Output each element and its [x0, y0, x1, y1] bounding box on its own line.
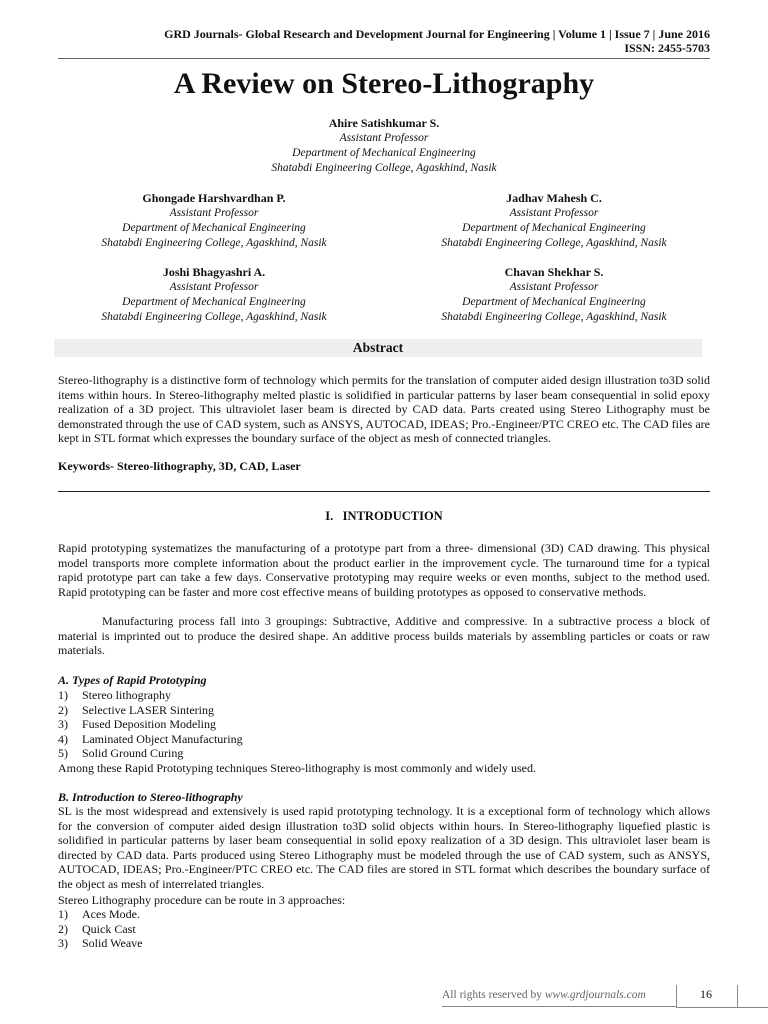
abstract-text: Stereo-lithography is a distinctive form of technology which permits for the translation of computer aided design illustration to3D solid items within hours. In Stereo-lithography melted plastic is solidified in particular patterns by laser beam consequential in solid epoxy realization of a 3D project. This ultraviolet laser beam is directed by CAD data. Parts created using Stereo Lithography must be demonstrated through the use of CAD system, such as ANSYS, AUTOCAD, IDEAS; Pro.-Engineer/PTC CREO etc. The CAD files are kept in STL format which expresses the boundary surface of the object as mesh of connected triangles.	[58, 373, 710, 446]
issn-line: ISSN: 2455-5703	[624, 41, 710, 55]
journal-header-line: GRD Journals- Global Research and Development Journal for Engineering | Volume 1 | Issue 7 | June 2016	[164, 27, 710, 41]
footer-site-link[interactable]: www.grdjournals.com	[544, 989, 646, 1001]
list-item	[58, 688, 710, 703]
list-text: Selective LASER Sintering	[82, 702, 214, 717]
section-heading-introduction	[58, 509, 710, 524]
author-dept: Department of Mechanical Engineering	[462, 296, 646, 308]
section-rule	[58, 491, 710, 492]
author-role: Assistant Professor	[509, 207, 599, 219]
intro-paragraph-2: Manufacturing process fall into 3 groupings: Subtractive, Additive and compressive. In a subtractive process a block of material is imprinted out to produce the desired shape. An additive process builds materials by assembling particles or coats or raw materials.	[58, 614, 710, 658]
sl-intro-paragraph: SL is the most widespread and extensively is used rapid prototyping technology. It is a exceptional form of technology which allows for the conversion of computer aided design illustration to3D solid objects within hours. In Stereo-lithography liquefied plastic is solidified in particular patterns by laser beam consequential in solid epoxy realization of a 3D design. This ultraviolet laser beam is directed by CAD data. Parts produced using Stereo Lithography must be modeled through the use of CAD system, such as ANSYS, AUTOCAD, IDEAS; Pro.-Engineer/PTC CREO etc. The CAD files are stored in STL format which describes the boundary surface of the object as mesh of interrelated triangles.	[58, 804, 710, 891]
list-number: 1)	[58, 907, 68, 921]
author-name: Ghongade Harshvardhan P.	[142, 191, 286, 205]
author-college: Shatabdi Engineering College, Agaskhind, Nasik	[441, 237, 667, 249]
list-text: Solid Ground Curing	[82, 746, 184, 761]
page-footer	[0, 985, 768, 1024]
list-item	[58, 746, 710, 761]
author-dept: Department of Mechanical Engineering	[122, 222, 306, 234]
list-item	[58, 936, 710, 951]
list-number: 3)	[58, 936, 68, 951]
author-block-2	[58, 191, 370, 251]
keywords: Keywords- Stereo-lithography, 3D, CAD, Laser	[58, 459, 301, 473]
list-item	[58, 703, 710, 718]
list-number: 1)	[58, 688, 68, 702]
author-block-3	[398, 191, 710, 251]
list-text: Fused Deposition Modeling	[82, 717, 216, 732]
author-role: Assistant Professor	[339, 132, 429, 144]
author-dept: Department of Mechanical Engineering	[292, 147, 476, 159]
subsection-b-heading: B. Introduction to Stereo-lithography	[58, 790, 243, 804]
footer-rights	[442, 989, 646, 1001]
author-college: Shatabdi Engineering College, Agaskhind, Nasik	[101, 237, 327, 249]
author-name: Jadhav Mahesh C.	[506, 191, 602, 205]
author-college: Shatabdi Engineering College, Agaskhind, Nasik	[441, 311, 667, 323]
section-title-initial: I	[342, 509, 348, 523]
list-item	[58, 717, 710, 732]
page-number: 16	[700, 987, 712, 1001]
author-role: Assistant Professor	[169, 207, 259, 219]
paper-title: A Review on Stereo-Lithography	[173, 67, 595, 100]
list-item	[58, 907, 710, 922]
list-number: 3)	[58, 717, 68, 732]
author-block-5	[398, 265, 710, 325]
author-role: Assistant Professor	[509, 281, 599, 293]
author-block-4	[58, 265, 370, 325]
list-text: Solid Weave	[82, 936, 143, 951]
author-dept: Department of Mechanical Engineering	[462, 222, 646, 234]
list-number: 2)	[58, 921, 68, 936]
list-number: 2)	[58, 702, 68, 717]
list-text: Laminated Object Manufacturing	[82, 731, 243, 746]
footer-rule-tail	[736, 1007, 768, 1008]
footer-prefix: All rights reserved by	[442, 989, 545, 1001]
sl-procedure-text: Stereo Lithography procedure can be route in 3 approaches:	[58, 893, 346, 907]
author-name: Chavan Shekhar S.	[504, 265, 604, 279]
rp-summary: Among these Rapid Prototyping techniques Stereo-lithography is most commonly and widely used.	[58, 761, 536, 775]
author-dept: Department of Mechanical Engineering	[122, 296, 306, 308]
list-number: 4)	[58, 731, 68, 746]
list-item	[58, 732, 710, 747]
rp-types-list	[58, 688, 710, 761]
list-text: Quick Cast	[82, 921, 136, 936]
section-number: I.	[325, 509, 334, 523]
author-name: Joshi Bhagyashri A.	[162, 265, 266, 279]
sl-approaches-list	[58, 907, 710, 951]
list-text: Stereo lithography	[82, 688, 171, 702]
header-rule	[58, 58, 710, 59]
list-item	[58, 922, 710, 937]
subsection-a-heading: A. Types of Rapid Prototyping	[58, 673, 207, 687]
abstract-heading: Abstract	[54, 339, 702, 357]
author-role: Assistant Professor	[169, 281, 259, 293]
author-block-1	[58, 116, 710, 176]
author-name: Ahire Satishkumar S.	[328, 116, 440, 130]
journal-header	[164, 27, 710, 55]
intro-paragraph-1: Rapid prototyping systematizes the manufacturing of a prototype part from a three- dimensional (3D) CAD drawing. This physical model transports more complete information about the product earlier in the improvement cycle. The turnaround time for a typical rapid prototype part can take a few days. Conservative prototyping may require weeks or even months, subject to the method used. Rapid prototyping can be faster and more cost effective means of building prototypes as opposed to conservative methods.	[58, 541, 710, 599]
footer-rule	[442, 1006, 676, 1007]
section-title-rest: NTRODUCTION	[347, 509, 443, 523]
author-college: Shatabdi Engineering College, Agaskhind, Nasik	[271, 162, 497, 174]
author-college: Shatabdi Engineering College, Agaskhind, Nasik	[101, 311, 327, 323]
list-number: 5)	[58, 746, 68, 761]
list-text: Aces Mode.	[82, 907, 140, 921]
